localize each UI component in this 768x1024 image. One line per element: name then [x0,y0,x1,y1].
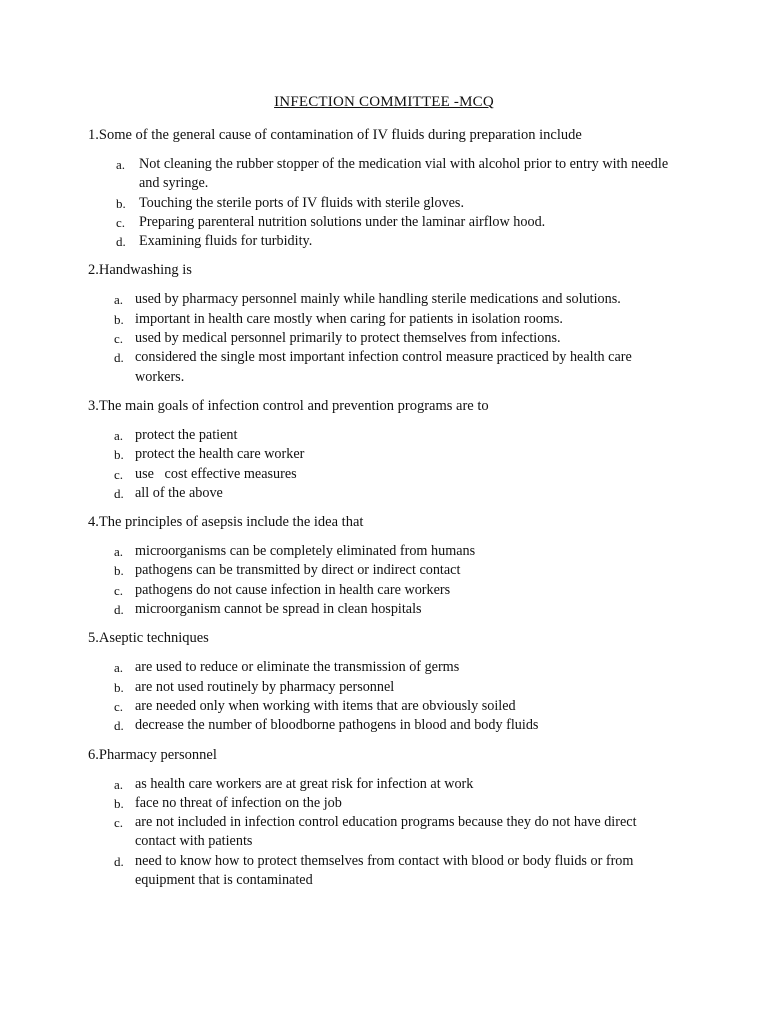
option-letter: b. [114,447,124,463]
option-letter: b. [114,795,124,811]
option-letter: c. [114,815,124,831]
option-text: need to know how to protect themselves from contact with blood or body fluids or from equipment that is contaminated [135,852,634,889]
option-text: important in health care mostly when caring for patients in isolation rooms. [135,310,563,327]
option-letter: c. [114,698,124,714]
option-d [88,484,675,503]
document-title: INFECTION COMMITTEE -MCQ [274,94,494,110]
question-stem: 1.Some of the general cause of contamination of IV fluids during preparation include [88,127,582,143]
option-c [88,813,675,852]
option-text: pathogens do not cause infection in health care workers [135,581,451,598]
option-letter: b. [116,195,126,211]
option-letter: a. [114,292,124,308]
option-list [88,542,688,619]
option-letter: d. [116,234,126,250]
question-1 [88,126,688,251]
option-b [88,561,675,580]
option-d [88,600,675,619]
option-text: are used to reduce or eliminate the transmission of germs [135,659,460,676]
option-b [88,678,675,697]
option-text: Touching the sterile ports of IV fluids with sterile gloves. [139,194,465,211]
option-text: as health care workers are at great risk for infection at work [135,775,474,792]
option-text: face no threat of infection on the job [135,794,342,811]
option-letter: a. [114,776,124,792]
question-5 [88,629,688,735]
option-b [88,445,675,464]
option-text: microorganism cannot be spread in clean hospitals [135,601,422,618]
option-letter: d. [114,853,124,869]
option-letter: d. [114,485,124,501]
option-c [88,329,675,348]
option-c [88,697,675,716]
option-c [88,465,675,484]
option-letter: c. [114,466,124,482]
option-text: protect the patient [135,426,238,443]
option-a [88,542,675,561]
option-letter: a. [114,427,124,443]
question-6 [88,746,688,891]
option-d [88,716,675,735]
question-3 [88,397,688,503]
option-b [88,794,675,813]
option-letter: a. [116,157,126,172]
option-d [88,232,679,251]
option-c [88,213,679,232]
question-4 [88,513,688,619]
option-a [88,155,679,194]
option-text: used by medical personnel primarily to protect themselves from infections. [135,330,561,347]
question-stem: 4.The principles of asepsis include the idea that [88,514,364,531]
option-a [88,290,675,309]
option-text: are not included in infection control education programs because they do not have direct contact with patients [135,814,637,850]
option-list [88,658,688,735]
option-list [88,775,688,891]
option-letter: a. [114,544,124,560]
option-text: all of the above [135,484,223,501]
option-d [88,348,675,387]
option-text: decrease the number of bloodborne pathogens in blood and body fluids [135,717,539,734]
option-text: are needed only when working with items that are obviously soiled [135,697,516,714]
option-c [88,581,675,600]
option-text: are not used routinely by pharmacy personnel [135,678,395,695]
option-text: considered the single most important infection control measure practiced by health care workers. [135,349,632,385]
option-letter: b. [114,311,124,327]
question-stem: 3.The main goals of infection control and prevention programs are to [88,397,489,414]
question-stem: 5.Aseptic techniques [88,630,209,647]
option-b [88,310,675,329]
option-letter: c. [114,331,124,347]
question-2 [88,261,688,386]
option-letter: c. [116,214,126,230]
option-text: microorganisms can be completely eliminated from humans [135,543,476,560]
option-list [88,290,688,386]
option-letter: d. [114,350,124,366]
option-letter: c. [114,582,124,598]
option-text: Examining fluids for turbidity. [139,233,313,250]
option-text: Preparing parenteral nutrition solutions under the laminar airflow hood. [139,213,546,230]
option-b [88,194,679,213]
option-d [88,852,675,891]
option-text: pathogens can be transmitted by direct or indirect contact [135,562,461,579]
question-stem: 2.Handwashing is [88,262,192,279]
option-a [88,658,675,677]
option-letter: d. [114,718,124,734]
option-letter: a. [114,660,124,676]
option-list [88,155,688,251]
option-letter: b. [114,563,124,579]
option-list [88,426,688,503]
option-letter: b. [114,679,124,695]
option-letter: d. [114,602,124,618]
option-a [88,426,675,445]
option-text: protect the health care worker [135,446,305,463]
option-text: use cost effective measures [135,465,297,482]
question-list [88,126,688,900]
option-text: Not cleaning the rubber stopper of the medication vial with alcohol prior to entry with needle and syringe. [139,156,669,192]
option-text: used by pharmacy personnel mainly while handling sterile medications and solutions. [135,291,621,308]
question-stem: 6.Pharmacy personnel [88,746,217,763]
option-a [88,775,675,794]
